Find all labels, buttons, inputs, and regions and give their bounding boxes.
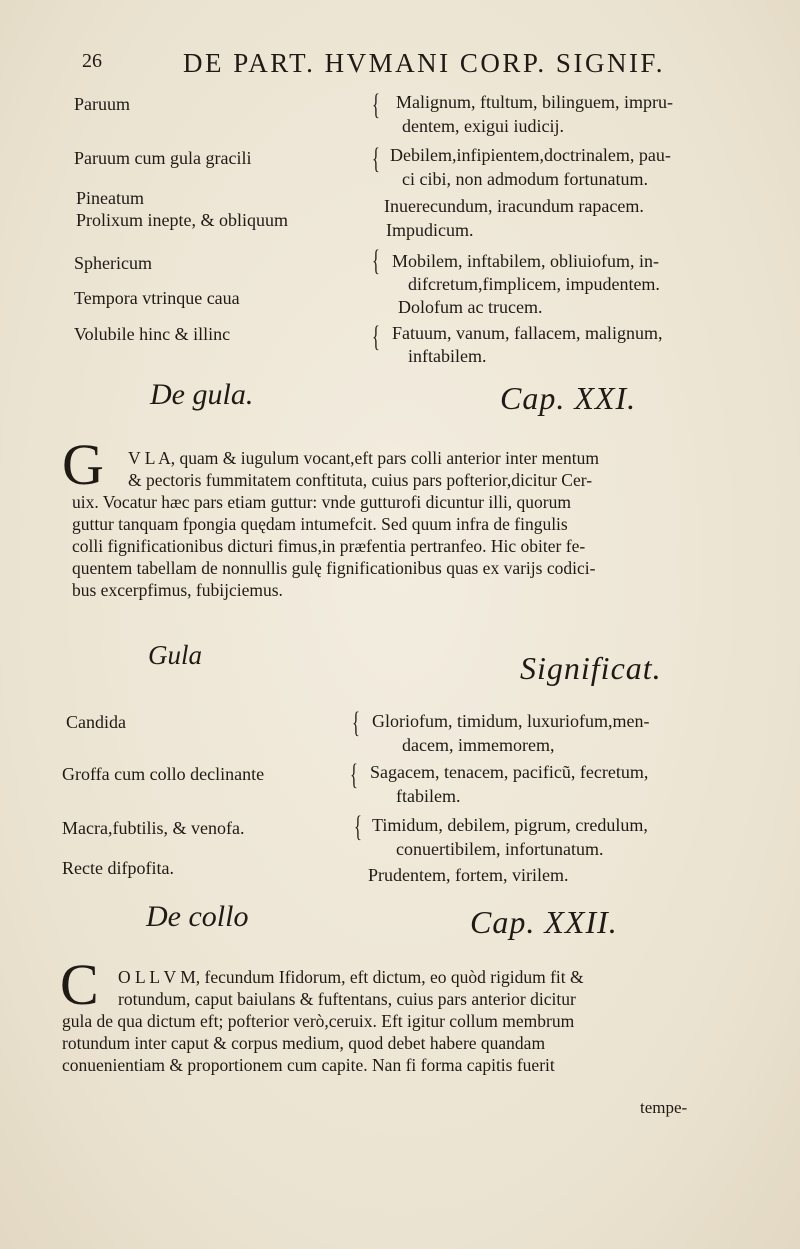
text-line: O L L V M, fecundum Ifidorum, eft dictum, eo quòd rigidum fit & — [118, 967, 584, 987]
table-row-value: Gloriofum, timidum, luxuriofum,men- — [372, 711, 650, 731]
text-line: & pectoris fummitatem conftituta, cuius pars pofterior,dicitur Cer- — [128, 470, 593, 490]
table-row-value: dentem, exigui iudicij. — [402, 116, 564, 136]
table-row-value: Mobilem, inftabilem, obliuiofum, in- — [392, 251, 659, 271]
table-row-label: Pineatum — [76, 188, 144, 208]
page-number: 26 — [82, 50, 102, 72]
catchword: tempe- — [640, 1098, 688, 1117]
table-row-label: Macra,fubtilis, & venofa. — [62, 818, 245, 838]
text-line: bus excerpfimus, fubijciemus. — [72, 580, 283, 600]
table-row-value: dacem, immemorem, — [402, 735, 555, 755]
table-row-value: Sagacem, tenacem, pacificũ, fecretum, — [370, 762, 649, 782]
text-line: gula de qua dictum eft; pofterior verò,ceruix. Eft igitur collum membrum — [62, 1011, 575, 1031]
brace-icon: { — [350, 758, 358, 791]
table-heading-left: Gula — [148, 640, 202, 670]
brace-icon: { — [372, 88, 380, 121]
text-line: colli fignificationibus dicturi fimus,in præfentia pertranfeo. Hic obiter fe- — [72, 536, 586, 556]
table-row-label: Groffa cum collo declinante — [62, 764, 265, 784]
chapter-text — [62, 966, 584, 1076]
text-line: rotundum inter caput & corpus medium, quod debet habere quandam — [62, 1033, 546, 1053]
table-row-value: Dolofum ac trucem. — [398, 297, 543, 317]
table-row-label: Prolixum inepte, & obliquum — [76, 210, 288, 230]
brace-icon: { — [354, 810, 362, 843]
text-line: uix. Vocatur hæc pars etiam guttur: vnde gutturofi dicuntur illi, quorum — [72, 492, 571, 512]
table-row-label: Candida — [66, 712, 126, 732]
table-row-value: Fatuum, vanum, fallacem, malignum, — [392, 323, 663, 343]
table-row-value: Prudentem, fortem, virilem. — [368, 865, 569, 885]
chapter-title: De collo — [146, 900, 249, 933]
brace-icon: { — [352, 706, 360, 739]
text-line: conuenientiam & proportionem cum capite. Nan fi forma capitis fuerit — [62, 1055, 555, 1075]
chapter-title: De gula. — [150, 378, 254, 411]
table-row-label: Paruum cum gula gracili — [74, 148, 252, 168]
brace-icon: { — [372, 142, 380, 175]
drop-cap: C — [60, 952, 99, 1017]
table-row-label: Sphericum — [74, 253, 152, 273]
brace-icon: { — [372, 320, 380, 353]
text-line: quentem tabellam de nonnullis gulę fignificationibus quas ex varijs codici- — [72, 558, 596, 578]
text-line: guttur tanquam fpongia quędam intumefcit. Sed quum infra de fingulis — [72, 514, 568, 534]
table-row-label: Tempora vtrinque caua — [74, 288, 240, 308]
drop-cap: G — [62, 432, 104, 497]
table-row-value: inftabilem. — [408, 346, 487, 366]
table-row-value: ftabilem. — [396, 786, 461, 806]
table-heading-right: Significat. — [520, 650, 662, 686]
text-line: V L A, quam & iugulum vocant,eft pars colli anterior inter mentum — [128, 448, 599, 468]
table-row-label: Paruum — [74, 94, 130, 114]
table-row-value: Inuerecundum, iracundum rapacem. — [384, 196, 644, 216]
table-row-value: Debilem,infipientem,doctrinalem, pau- — [390, 145, 671, 165]
table-row-value: conuertibilem, infortunatum. — [396, 839, 604, 859]
table-row-value: difcretum,fimplicem, impudentem. — [408, 274, 660, 294]
chapter-number: Cap. XXI. — [500, 380, 637, 416]
chapter-number: Cap. XXII. — [470, 904, 618, 940]
table-row-value: Impudicum. — [386, 220, 474, 240]
running-title: DE PART. HVMANI CORP. SIGNIF. — [183, 48, 666, 78]
brace-icon: { — [372, 244, 380, 277]
chapter-text — [72, 447, 599, 601]
table-row-label: Volubile hinc & illinc — [74, 324, 231, 344]
table-row-value: Timidum, debilem, pigrum, credulum, — [372, 815, 648, 835]
table-row-label: Recte difpofita. — [62, 858, 174, 878]
table-row-value: Malignum, ftultum, bilinguem, impru- — [396, 92, 673, 112]
text-line: rotundum, caput baiulans & fuftentans, cuius pars anterior dicitur — [118, 989, 576, 1009]
table-row-value: ci cibi, non admodum fortunatum. — [402, 169, 648, 189]
